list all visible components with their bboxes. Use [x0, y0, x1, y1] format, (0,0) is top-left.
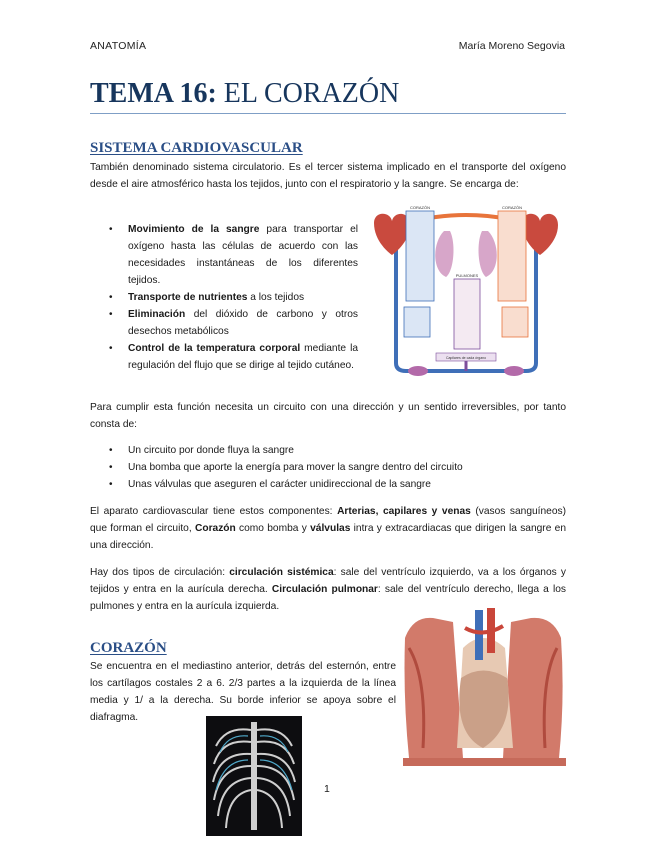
diagram-right-heading: CORAZÓN: [502, 205, 522, 210]
list-item: • Eliminación del dióxido de carbono y otros desechos metabólicos: [90, 306, 358, 340]
list-item: • Un circuito por donde fluya la sangre: [90, 442, 566, 459]
page-number: 1: [324, 783, 330, 795]
page-title: [90, 78, 399, 110]
title-number: TEMA 16:: [90, 78, 217, 109]
heart-paragraph: Se encuentra en el mediastino anterior, detrás del esternón, entre los cartílagos costales 2 a 6. 2/3 partes a la izquierda de la línea media y 1/ a la derecha. Su borde inferior se apoya sobre el diafragma.: [90, 661, 396, 723]
list-item: • Movimiento de la sangre para transportar el oxígeno hasta las células de acuerdo con las necesidades instantáneas de los diferentes tejidos.: [90, 221, 358, 289]
diagram-middle-heading: PULMONES: [455, 273, 479, 278]
section-heading-heart: CORAZÓN: [90, 640, 167, 656]
circulation-paragraph: Hay dos tipos de circulación: circulación sistémica: sale del ventrículo izquierdo, va a los órganos y tejidos y entra en la aurícula derecha. Circulación pulmonar: sale del ventrículo derecho, llega a los pulmones y entra en la aurícula izquierda.: [90, 567, 566, 612]
circuit-list: [90, 442, 566, 493]
header-subject: ANATOMÍA: [90, 40, 147, 52]
diagram-left-heading: CORAZÓN: [410, 205, 430, 210]
header-author: María Moreno Segovia: [458, 40, 565, 52]
title-rule: [90, 113, 566, 114]
section-heading-cardiovascular: SISTEMA CARDIOVASCULAR: [90, 140, 303, 156]
list-item: • Unas válvulas que aseguren el carácter unidireccional de la sangre: [90, 476, 566, 493]
components-paragraph: El aparato cardiovascular tiene estos componentes: Arterias, capilares y venas (vasos sanguíneos) que forman el circuito, Corazón como bomba y válvulas intra y extracardiacas que dirigen la sangre en una dirección.: [90, 506, 566, 551]
ribcage-illustration: [206, 716, 302, 836]
diagram-bottom-label: Capilares de cada órgano: [445, 356, 487, 360]
list-item: • Una bomba que aporte la energía para mover la sangre dentro del circuito: [90, 459, 566, 476]
functions-list: [90, 221, 358, 374]
circuit-intro-paragraph: Para cumplir esta función necesita un circuito con una dirección y un sentido irreversibles, por tanto consta de:: [90, 402, 566, 430]
intro-paragraph: También denominado sistema circulatorio. Es el tercer sistema implicado en el transporte del oxígeno desde el aire atmosférico hasta los tejidos, junto con el respiratorio y la sangre. Se encarga de:: [90, 162, 566, 190]
list-item: • Control de la temperatura corporal mediante la regulación del flujo que se dirige al tejido cutáneo.: [90, 340, 358, 374]
heart-anatomy-illustration: [403, 608, 566, 766]
title-text: EL CORAZÓN: [223, 78, 400, 109]
circulation-diagram: [366, 203, 566, 385]
list-item: • Transporte de nutrientes a los tejidos: [90, 289, 358, 306]
